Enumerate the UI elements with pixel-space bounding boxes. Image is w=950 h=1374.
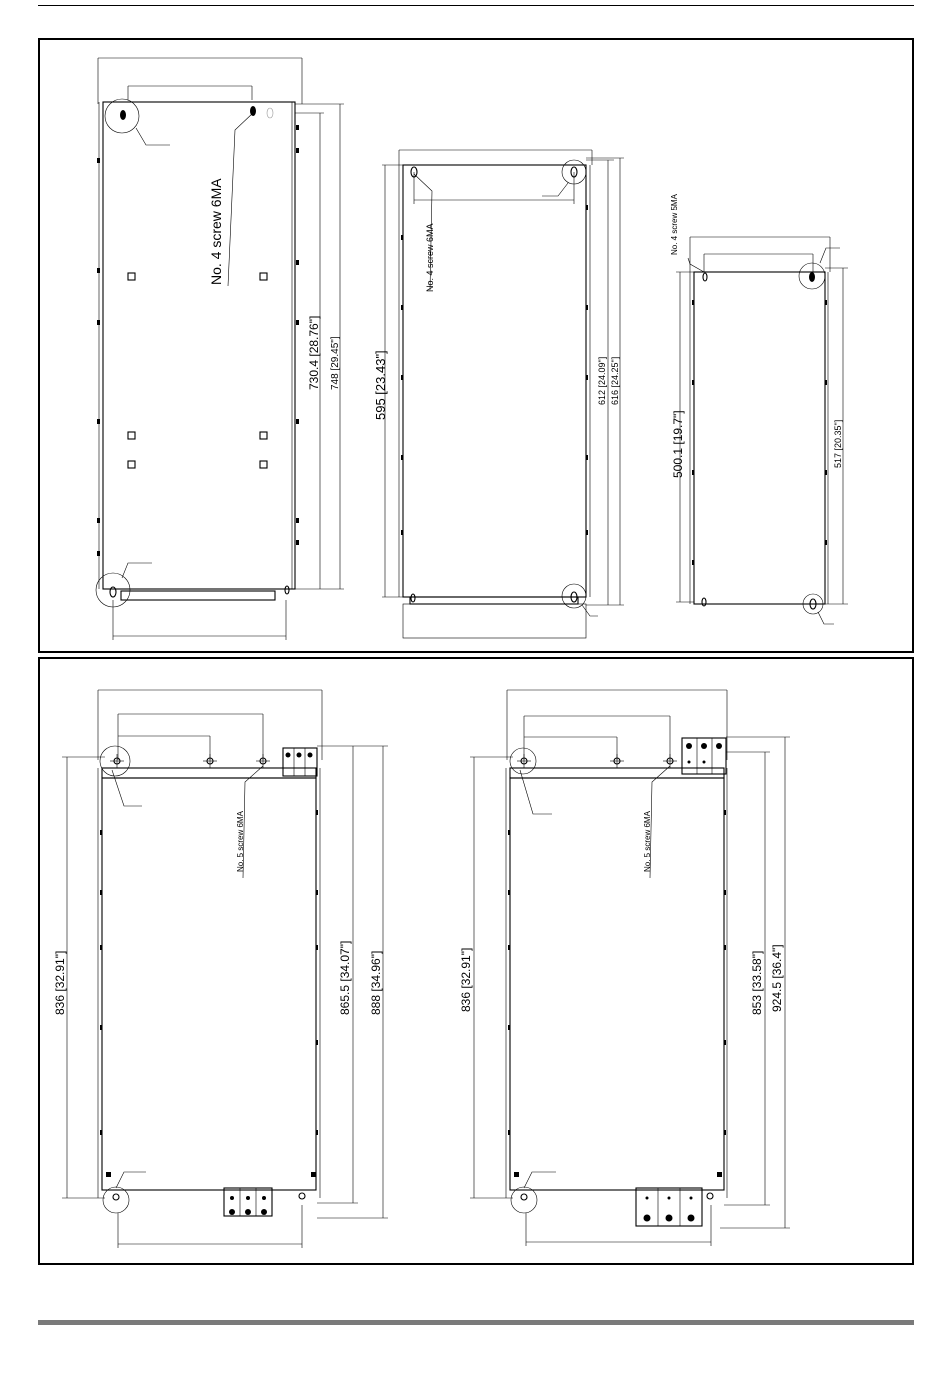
view-c-screw-note: No. 4 screw 5MA — [670, 194, 679, 255]
view-e-dim-924: 924.5 [36.4"] — [770, 944, 784, 1012]
view-c-drawing — [676, 237, 848, 624]
view-d-dim-865: 865.5 [34.07"] — [338, 940, 352, 1015]
view-d-dim-836: 836 [32.91"] — [53, 950, 67, 1015]
view-c-dim-517: 517 [20.35"] — [833, 419, 843, 468]
view-a-dim-748: 748 [29.45"] — [330, 336, 341, 390]
view-e-dim-836: 836 [32.91"] — [459, 947, 473, 1012]
view-e-screw-note: No. 5 screw 6MA — [643, 811, 652, 872]
view-c-dim-500: 500.1 [19.7"] — [671, 410, 685, 478]
view-b-dim-616: 616 [24.25"] — [610, 356, 620, 405]
view-e-dim-853: 853 [33.58"] — [750, 950, 764, 1015]
view-d-screw-note: No. 5 screw 6MA — [236, 811, 245, 872]
view-e-drawing — [470, 690, 790, 1246]
view-b-drawing — [382, 150, 624, 638]
view-a-dim-730: 730.4 [28.76"] — [307, 315, 321, 390]
view-b-dim-595: 595 [23.43"] — [373, 350, 388, 420]
view-b-screw-note: No. 4 screw 6MA — [425, 223, 435, 292]
view-d-dim-888: 888 [34.96"] — [369, 950, 383, 1015]
view-a-screw-note: No. 4 screw 6MA — [208, 178, 224, 285]
view-b-dim-612: 612 [24.09"] — [597, 356, 607, 405]
